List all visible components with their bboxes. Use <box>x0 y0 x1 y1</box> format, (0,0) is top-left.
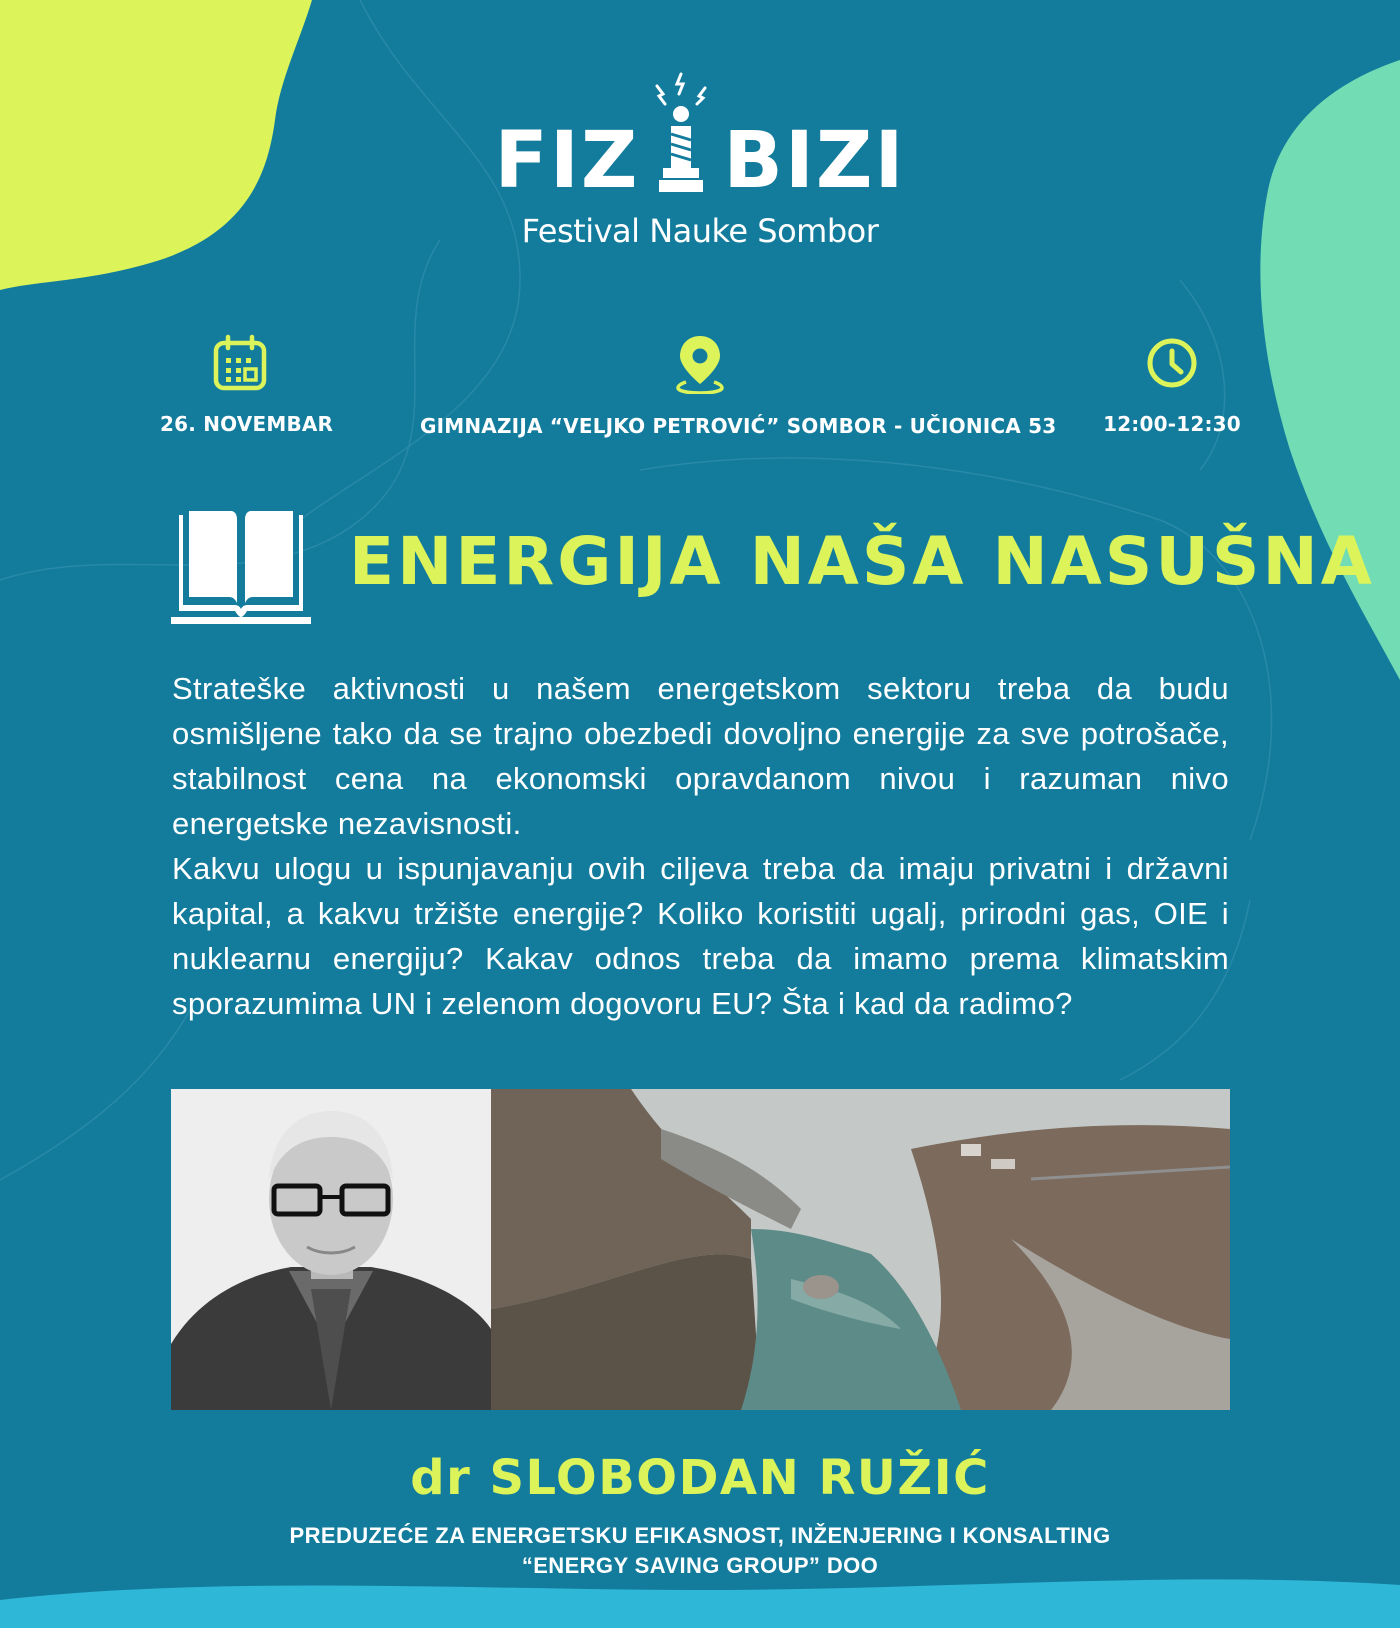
logo-subtitle: Festival Nauke Sombor <box>521 212 879 250</box>
logo-text-right: BIZI <box>723 116 906 206</box>
location-pin-icon <box>672 334 728 394</box>
speaker-organization <box>0 1521 1400 1581</box>
logo-text-left: FIZ <box>494 116 640 206</box>
event-title: ENERGIJA NAŠA NASUŠNA <box>349 523 1375 600</box>
speaker-name: dr SLOBODAN RUŽIĆ <box>410 1450 990 1506</box>
event-location: GIMNAZIJA “VELJKO PETROVIĆ” SOMBOR - UČIONICA 53 <box>420 414 1057 438</box>
location-info <box>420 334 1057 438</box>
event-title-row <box>171 511 1375 626</box>
cyan-wave <box>0 1579 1400 1628</box>
speaker-org-line-1: PREDUZEĆE ZA ENERGETSKU EFIKASNOST, INŽENJERING I KONSALTING <box>289 1523 1111 1548</box>
festival-logo <box>0 70 1400 250</box>
river-canyon-photo <box>491 1089 1230 1410</box>
description-paragraph-1: Strateške aktivnosti u našem energetskom sektoru treba da budu osmišljene tako da se trajno obezbedi dovoljno energije za sve potrošače, stabilnost cena na ekonomski opravdanom nivou i razuman nivo energetske nezavisnosti. <box>172 671 1229 841</box>
speaker-portrait <box>171 1089 491 1410</box>
description-paragraph-2: Kakvu ulogu u ispunjavanju ovih ciljeva treba da imaju privatni i državni kapital, a kakvu tržište energije? Koliko koristiti ugalj, prirodni gas, OIE i nuklearnu energiju? Kakav odnos treba da imamo prema klimatskim sporazumima UN i zelenom dogovoru EU? Šta i kad da radimo? <box>172 851 1229 1021</box>
time-info <box>1092 334 1252 436</box>
event-time: 12:00-12:30 <box>1103 412 1241 436</box>
photo-strip <box>171 1089 1230 1410</box>
calendar-icon <box>212 334 268 392</box>
event-description <box>172 666 1229 1026</box>
event-date: 26. NOVEMBAR <box>160 412 334 436</box>
speaker-org-line-2: “ENERGY SAVING GROUP” DOO <box>521 1553 879 1578</box>
open-book-icon <box>171 511 311 624</box>
clock-icon <box>1144 334 1200 392</box>
spark-plug-icon <box>641 70 721 200</box>
date-info <box>160 334 334 436</box>
logo-wordmark <box>494 70 906 206</box>
